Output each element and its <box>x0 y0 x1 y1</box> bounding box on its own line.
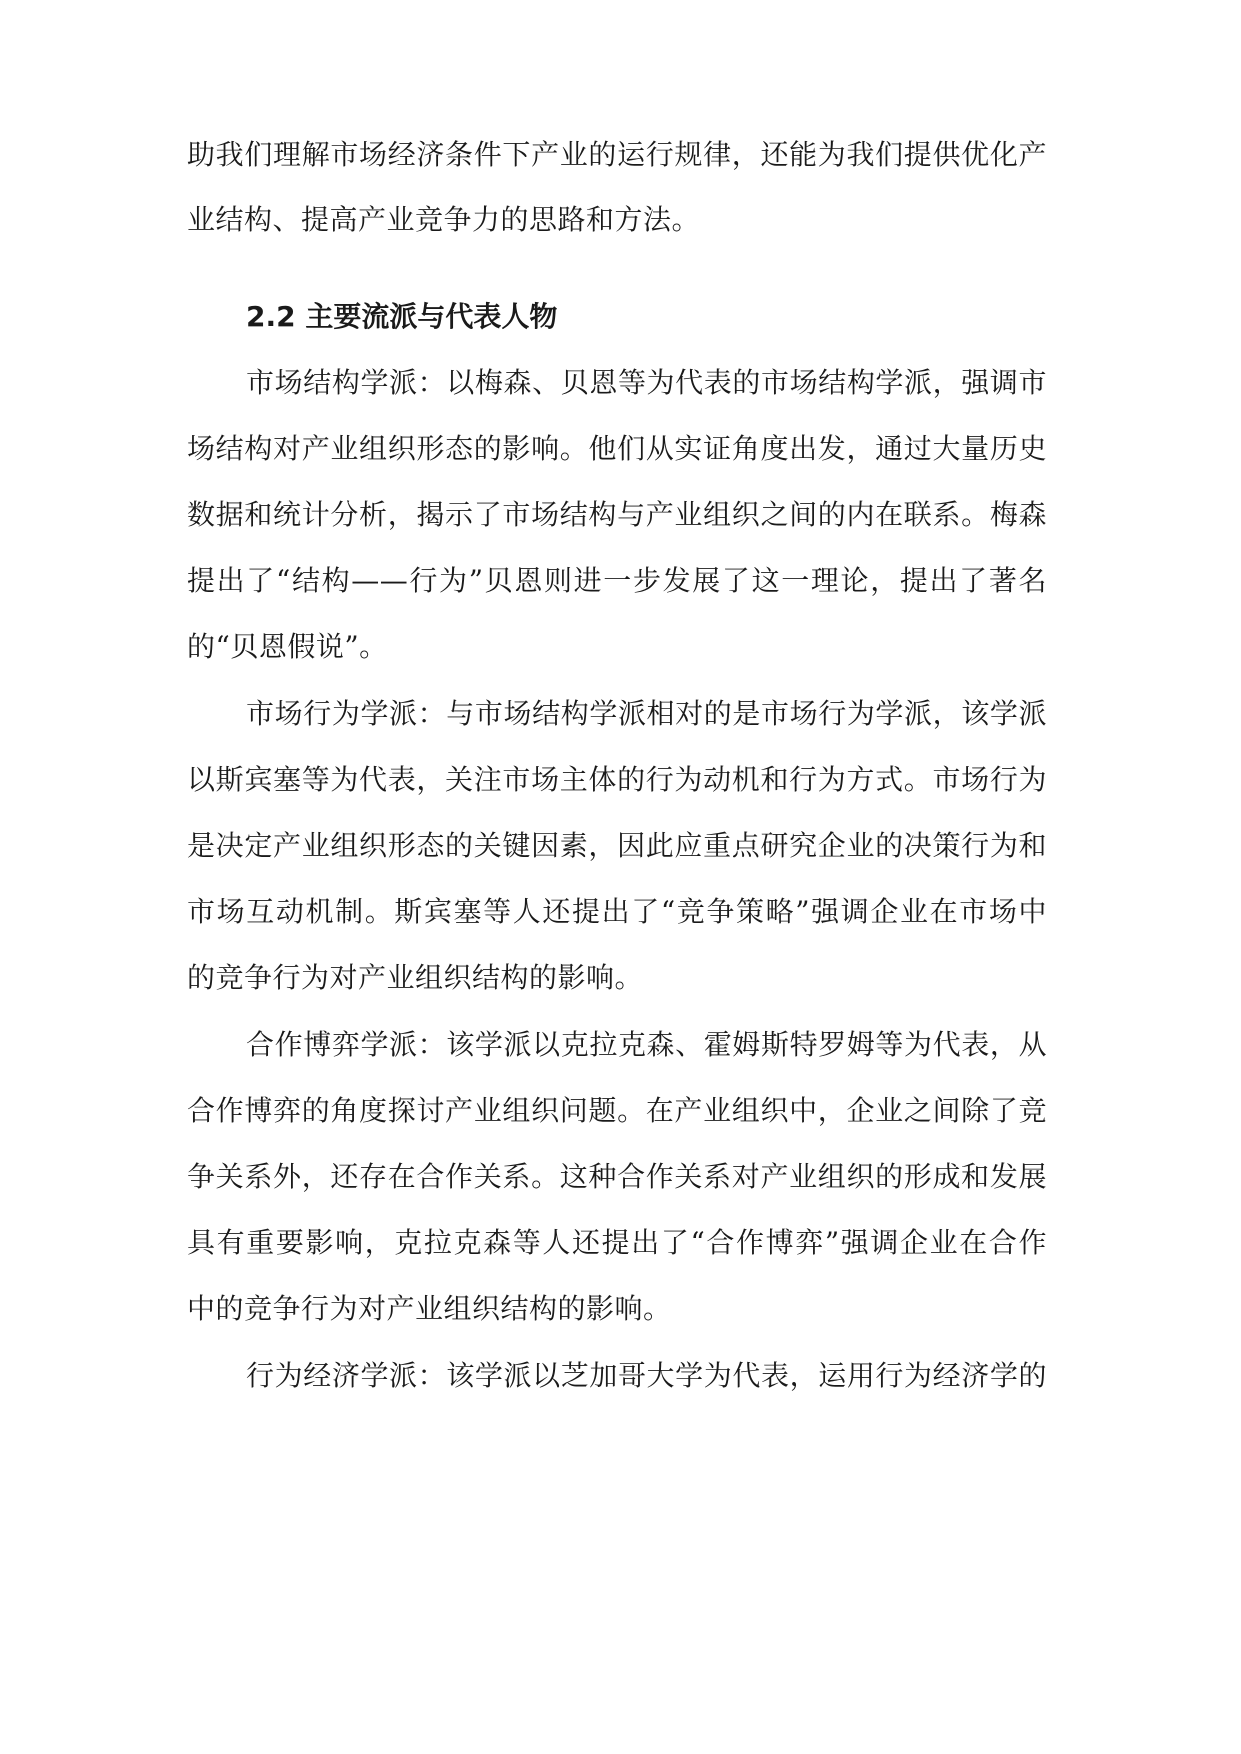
paragraph-line: 场结构对产业组织形态的影响。他们从实证角度出发，通过大量历史 <box>187 432 1047 465</box>
paragraph-line: 的竞争行为对产业组织结构的影响。 <box>187 961 644 994</box>
section-number: 2.2 <box>246 300 296 333</box>
intro-line-2: 业结构、提高产业竞争力的思路和方法。 <box>187 203 701 236</box>
paragraph-line: 以斯宾塞等为代表，关注市场主体的行为动机和行为方式。市场行为 <box>187 763 1047 796</box>
paragraph-line: 提出了“结构——行为”贝恩则进一步发展了这一理论，提出了著名 <box>187 564 1047 597</box>
paragraph-line: 具有重要影响，克拉克森等人还提出了“合作博弈”强调企业在合作 <box>187 1226 1047 1259</box>
paragraph-line: 的“贝恩假说”。 <box>187 630 388 663</box>
paragraph-line: 市场结构学派：以梅森、贝恩等为代表的市场结构学派，强调市 <box>246 366 1047 399</box>
paragraph-line: 市场行为学派：与市场结构学派相对的是市场行为学派，该学派 <box>246 697 1047 730</box>
paragraph-line: 行为经济学派：该学派以芝加哥大学为代表，运用行为经济学的 <box>246 1359 1047 1392</box>
paragraph-line: 数据和统计分析，揭示了市场结构与产业组织之间的内在联系。梅森 <box>187 498 1047 531</box>
intro-line-1: 助我们理解市场经济条件下产业的运行规律，还能为我们提供优化产 <box>187 138 1047 171</box>
paragraph-line: 合作博弈的角度探讨产业组织问题。在产业组织中，企业之间除了竞 <box>187 1094 1047 1127</box>
paragraph-line: 市场互动机制。斯宾塞等人还提出了“竞争策略”强调企业在市场中 <box>187 895 1047 928</box>
paragraph-line: 争关系外，还存在合作关系。这种合作关系对产业组织的形成和发展 <box>187 1160 1047 1193</box>
paragraph-line: 是决定产业组织形态的关键因素，因此应重点研究企业的决策行为和 <box>187 829 1047 862</box>
paragraph-line: 中的竞争行为对产业组织结构的影响。 <box>187 1292 672 1325</box>
paragraph-line: 合作博弈学派：该学派以克拉克森、霍姆斯特罗姆等为代表，从 <box>246 1028 1047 1061</box>
section-title: 主要流派与代表人物 <box>305 300 558 333</box>
section-heading <box>246 297 557 337</box>
